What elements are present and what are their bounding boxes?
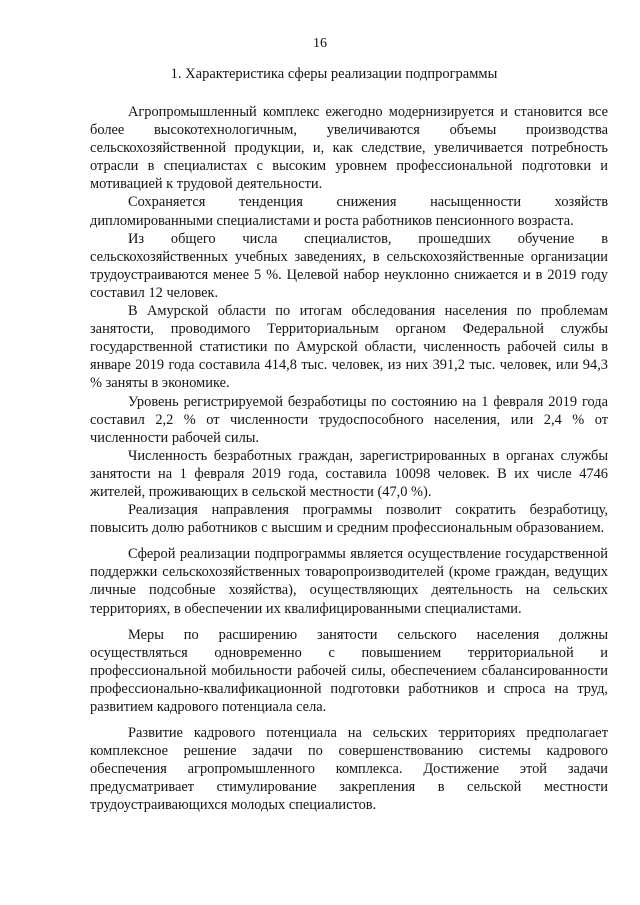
paragraph: Из общего числа специалистов, прошедших обучение в сельскохозяйственных учебных заведениях, в сельскохозяйственные организации трудоустраиваются менее 5 %. Целевой набор неуклонно снижается и в 2019 году составил 12 человек. — [90, 230, 608, 301]
paragraph: Численность безработных граждан, зарегистрированных в органах службы занятости на 1 февраля 2019 года, составила 10098 человек. В их числе 4746 жителей, проживающих в сельской местности (47,0 %). — [90, 447, 608, 500]
body-text — [90, 103, 608, 815]
paragraph: Сохраняется тенденция снижения насыщенности хозяйств дипломированными специалистами и роста работников пенсионного возраста. — [90, 194, 608, 229]
paragraph: Развитие кадрового потенциала на сельских территориях предполагает комплексное решение задачи по совершенствованию системы кадрового обеспечения агропромышленного комплекса. Достижение этой задачи предусматривает стимулирование закрепления в сельской местности трудоустраивающихся молодых специалистов. — [90, 725, 608, 814]
paragraph: Уровень регистрируемой безработицы по состоянию на 1 февраля 2019 года составил 2,2 % от численности трудоспособного населения, или 2,4 % от численности рабочей силы. — [90, 393, 608, 446]
paragraph: Сферой реализации подпрограммы является осуществление государственной поддержки сельскохозяйственных товаропроизводителей (кроме граждан, ведущих личные подсобные хозяйства), осуществляющих деятельность на сельских территориях, в обеспечении их квалифицированными специалистами. — [90, 546, 608, 617]
paragraph: Меры по расширению занятости сельского населения должны осуществляться одновременно с повышением территориальной и профессиональной мобильности рабочей силы, обеспечением сбалансированности профессионально-квалификационной подготовки работников и спроса на труд, развитием кадрового потенциала села. — [90, 626, 608, 715]
page-number: 16 — [313, 36, 327, 51]
section-heading: 1. Характеристика сферы реализации подпрограммы — [170, 66, 498, 82]
paragraph: Реализация направления программы позволит сократить безработицу, повысить долю работников с высшим и средним профессиональным образованием. — [90, 502, 608, 537]
paragraph: Агропромышленный комплекс ежегодно модернизируется и становится все более высокотехнологичным, увеличиваются объемы производства сельскохозяйственной продукции, и, как следствие, увеличивается потребность отрасли в специалистах с высоким уровнем профессиональной подготовки и мотивацией к трудовой деятельности. — [90, 104, 608, 193]
paragraph: В Амурской области по итогам обследования населения по проблемам занятости, проводимого Территориальным органом Федеральной службы государственной статистики по Амурской области, численность рабочей силы в январе 2019 года составила 414,8 тыс. человек, из них 391,2 тыс. человек, или 94,3 % заняты в экономике. — [90, 303, 608, 392]
